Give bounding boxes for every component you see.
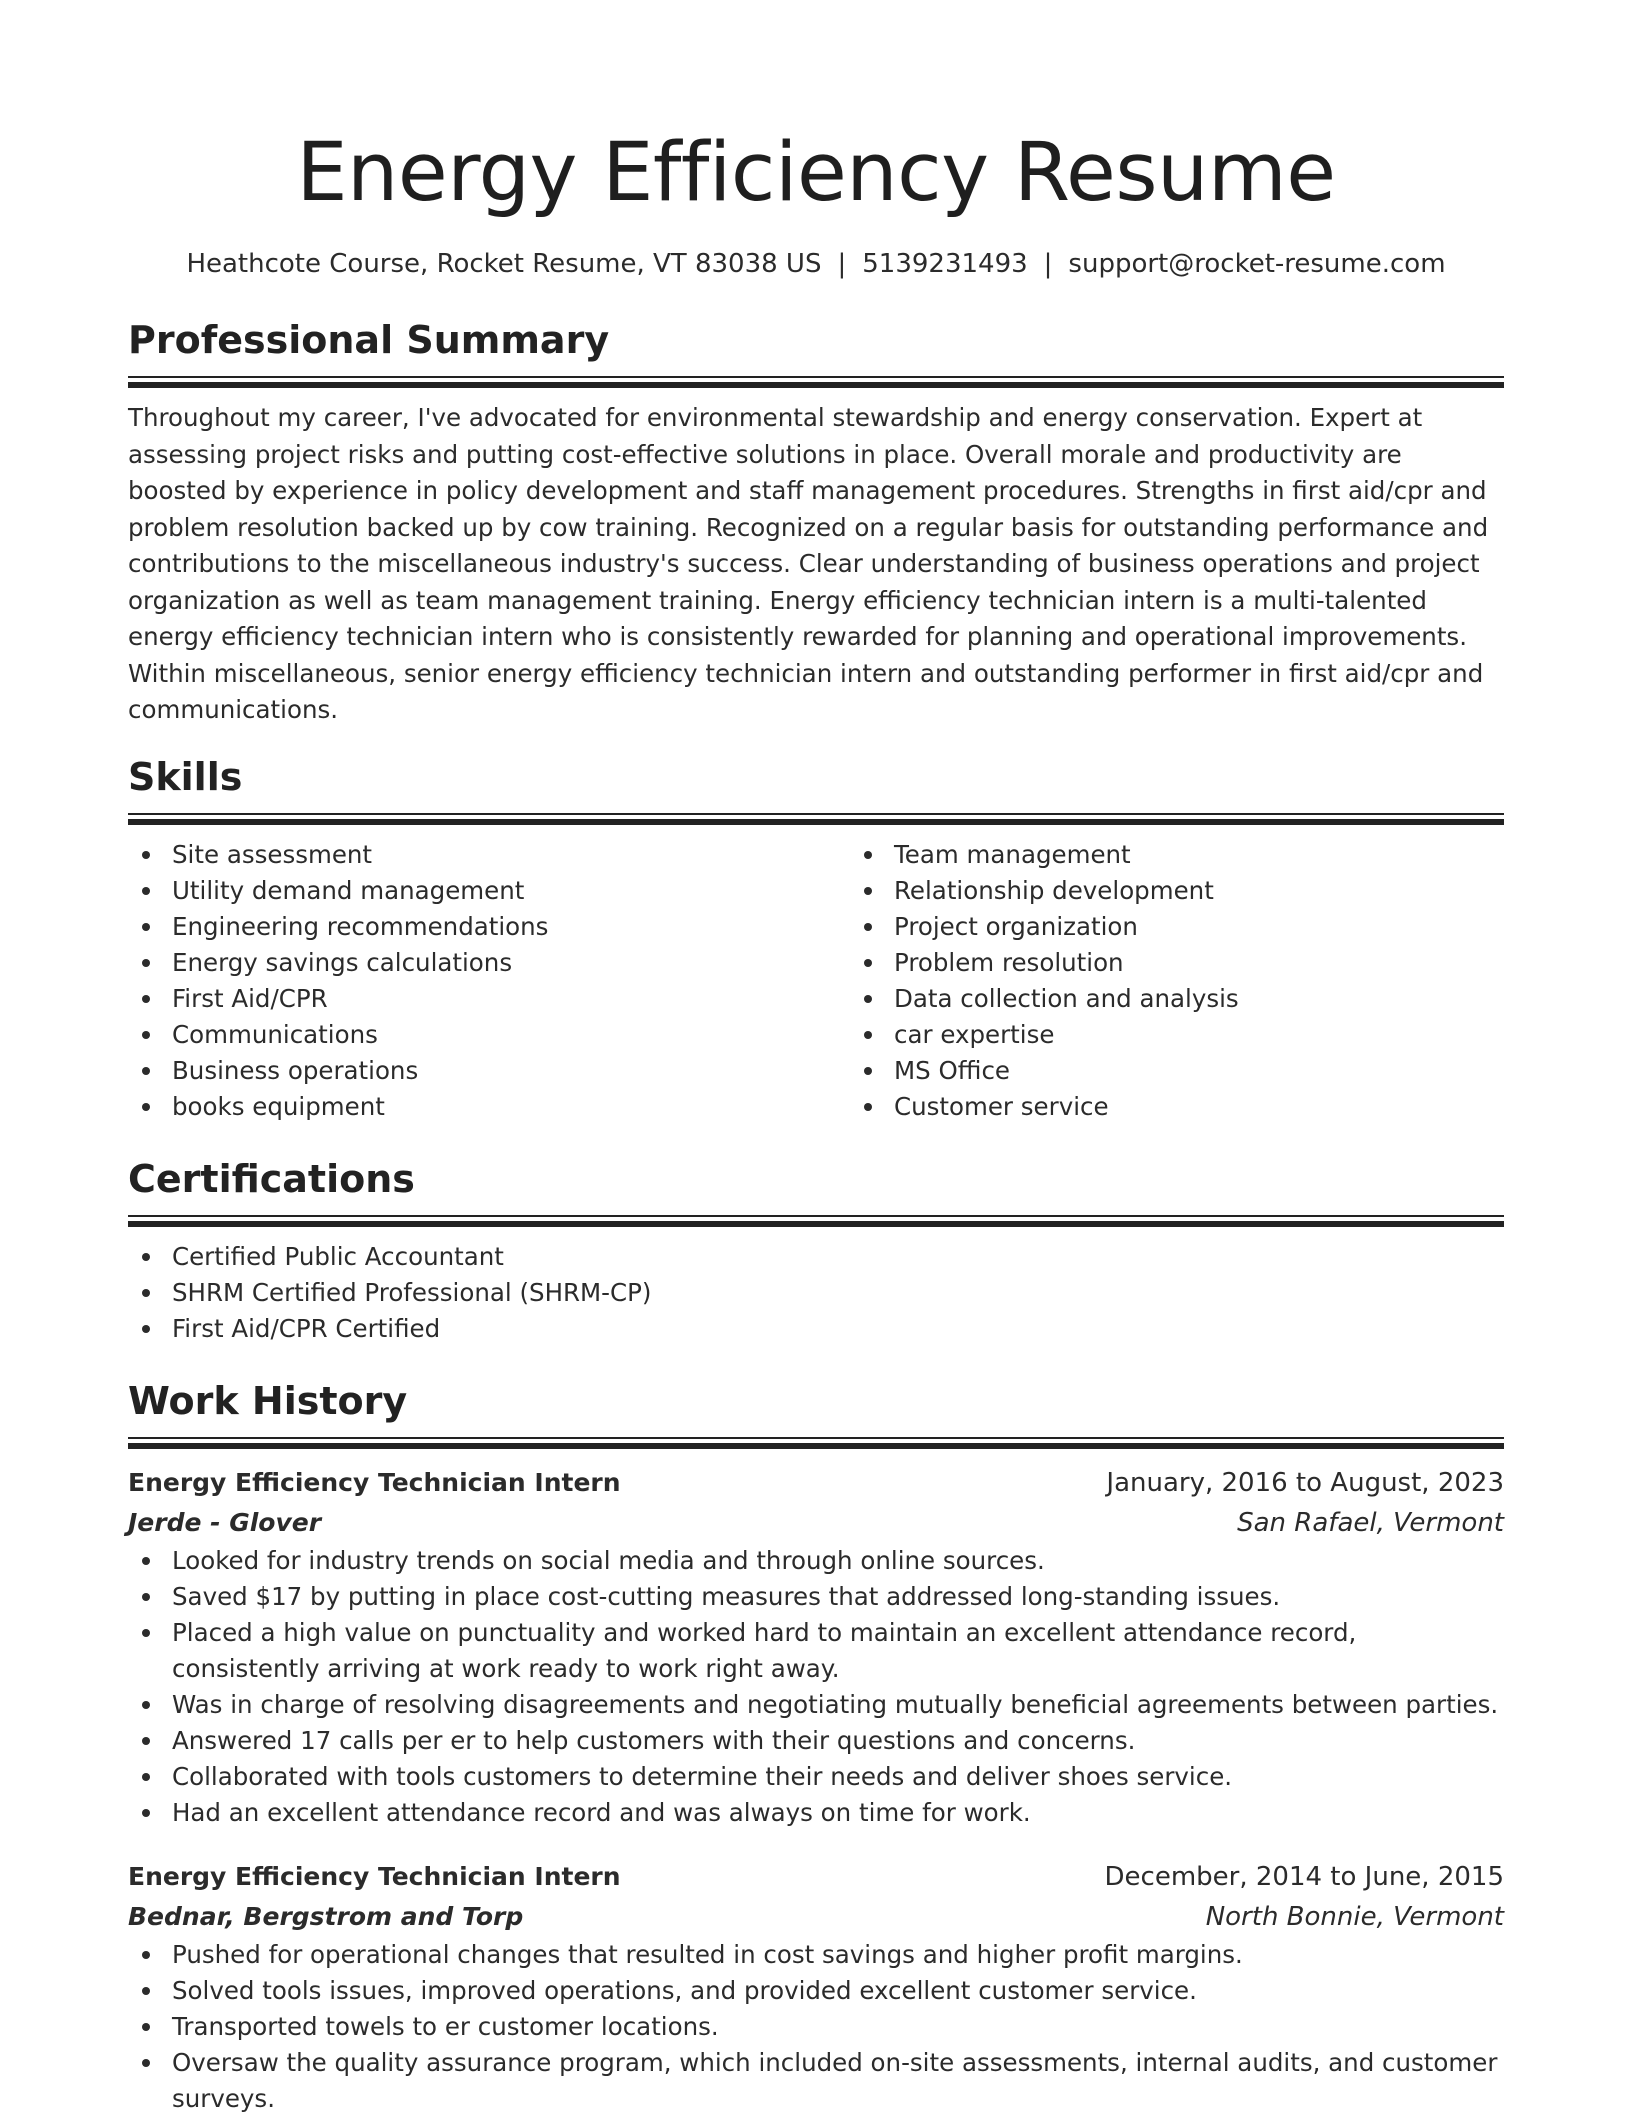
certification-item: SHRM Certified Professional (SHRM-CP) (172, 1275, 1504, 1311)
job-entry (128, 1463, 1504, 1831)
skill-item: Business operations (172, 1053, 850, 1089)
skills-left-list (128, 837, 850, 1125)
job-header (128, 1857, 1504, 1897)
skills-heading: Skills (128, 754, 243, 799)
job-dates: January, 2016 to August, 2023 (1106, 1467, 1504, 1498)
job-duty-item: Was in charge of resolving disagreements and negotiating mutually beneficial agreements between parties. (172, 1687, 1504, 1723)
job-duty-item: Transported towels to er customer locations. (172, 2009, 1504, 2045)
section-divider (128, 376, 1504, 388)
job-duty-item: Had an excellent attendance record and was always on time for work. (172, 1795, 1504, 1831)
contact-separator: | (837, 249, 847, 279)
job-duty-item: Oversaw the quality assurance program, which included on-site assessments, internal audits, and customer surveys. (172, 2045, 1504, 2117)
skill-item: Engineering recommendations (172, 909, 850, 945)
skill-item: First Aid/CPR (172, 981, 850, 1017)
job-duty-item: Answered 17 calls per er to help customers with their questions and concerns. (172, 1723, 1504, 1759)
work-history-heading: Work History (128, 1378, 408, 1423)
job-subheader (128, 1503, 1504, 1543)
skill-item: Data collection and analysis (894, 981, 1504, 1017)
certifications-list (128, 1239, 1504, 1347)
job-location: North Bonnie, Vermont (1205, 1901, 1504, 1932)
job-company: Bednar, Bergstrom and Torp (128, 1901, 524, 1931)
job-duty-item: Solved tools issues, improved operations, and provided excellent customer service. (172, 1973, 1504, 2009)
job-duties-list (128, 1937, 1504, 2117)
job-dates: December, 2014 to June, 2015 (1104, 1861, 1504, 1892)
job-duties-list (128, 1543, 1504, 1831)
resume-title: Energy Efficiency Resume (296, 126, 1336, 220)
skills-section (128, 753, 1504, 1125)
skill-item: Team management (894, 837, 1504, 873)
skill-item: Site assessment (172, 837, 850, 873)
job-duty-item: Placed a high value on punctuality and worked hard to maintain an excellent attendance record, consistently arriving at work ready to work right away. (172, 1615, 1504, 1687)
job-duty-item: Looked for industry trends on social media and through online sources. (172, 1543, 1504, 1579)
skill-item: car expertise (894, 1017, 1504, 1053)
skill-item: MS Office (894, 1053, 1504, 1089)
section-divider (128, 1215, 1504, 1227)
certification-item: Certified Public Accountant (172, 1239, 1504, 1275)
job-duty-item: Collaborated with tools customers to determine their needs and deliver shoes service. (172, 1759, 1504, 1795)
certifications-heading: Certifications (128, 1156, 415, 1201)
contact-address: Heathcote Course, Rocket Resume, VT 83038 US (186, 249, 822, 279)
skill-item: Project organization (894, 909, 1504, 945)
job-location: San Rafael, Vermont (1237, 1507, 1504, 1538)
skills-right-list (850, 837, 1504, 1125)
job-title: Energy Efficiency Technician Intern (128, 1467, 621, 1497)
skill-item: Problem resolution (894, 945, 1504, 981)
job-title: Energy Efficiency Technician Intern (128, 1861, 621, 1891)
contact-line (128, 244, 1504, 284)
work-history-section (128, 1377, 1504, 2117)
skill-item: Utility demand management (172, 873, 850, 909)
skill-item: Communications (172, 1017, 850, 1053)
job-company: Jerde - Glover (128, 1507, 322, 1537)
certifications-section (128, 1155, 1504, 1347)
contact-separator: | (1043, 249, 1053, 279)
job-subheader (128, 1897, 1504, 1937)
contact-phone: 5139231493 (862, 249, 1028, 279)
summary-text: Throughout my career, I've advocated for environmental stewardship and energy conservation. Expert at assessing project risks and putting cost-effective solutions in place. Overall morale and productivity are boosted by experience in policy development and staff management procedures. Strengths in first aid/cpr and problem resolution backed up by cow training. Recognized on a regular basis for outstanding performance and contributions to the miscellaneous industry's success. Clear understanding of business operations and project organization as well as team management training. Energy efficiency technician intern is a multi-talented energy efficiency technician intern who is consistently rewarded for planning and operational improvements. Within miscellaneous, senior energy efficiency technician intern and outstanding performer in first aid/cpr and communications. (128, 403, 1489, 724)
summary-heading: Professional Summary (128, 318, 610, 362)
skills-grid (128, 837, 1504, 1125)
skill-item: Energy savings calculations (172, 945, 850, 981)
job-duty-item: Saved $17 by putting in place cost-cutting measures that addressed long-standing issues. (172, 1579, 1504, 1615)
section-divider (128, 813, 1504, 825)
skill-item: Customer service (894, 1089, 1504, 1125)
job-header (128, 1463, 1504, 1503)
certification-item: First Aid/CPR Certified (172, 1311, 1504, 1347)
job-duty-item: Pushed for operational changes that resulted in cost savings and higher profit margins. (172, 1937, 1504, 1973)
skill-item: Relationship development (894, 873, 1504, 909)
job-entry (128, 1857, 1504, 2117)
summary-section (128, 316, 1504, 729)
skill-item: books equipment (172, 1089, 850, 1125)
contact-email: support@rocket-resume.com (1068, 249, 1446, 279)
section-divider (128, 1437, 1504, 1449)
